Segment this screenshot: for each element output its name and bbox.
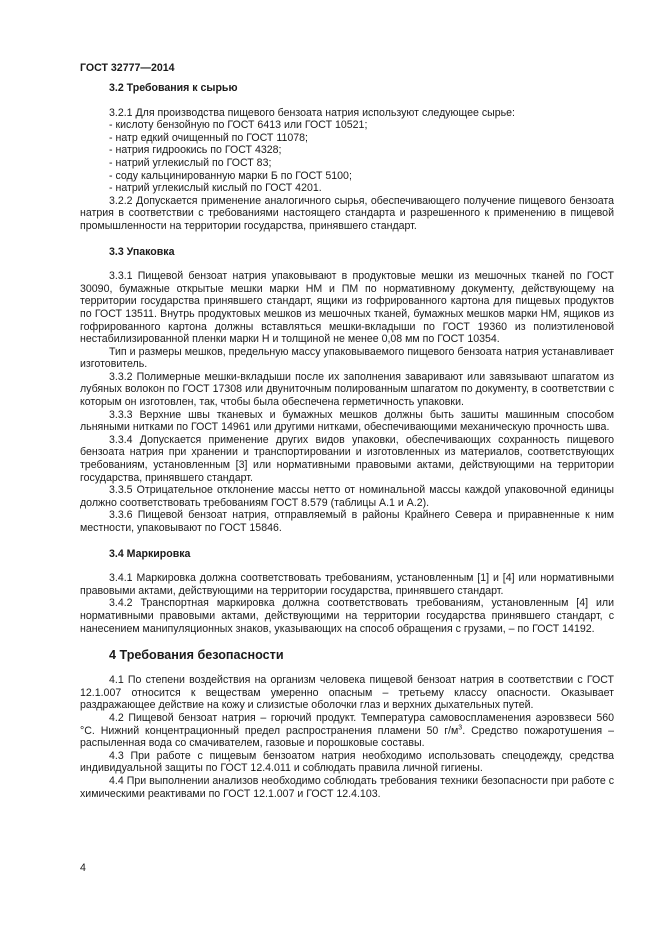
section-3-3-title: 3.3 Упаковка (109, 245, 175, 258)
paragraph-4-3: 4.3 При работе с пищевым бензоатом натрия необходимо использовать спецодежду, средства индивидуальной защиты по ГОСТ 12.4.011 и соблюдать правила личной гигиены. (80, 749, 614, 775)
paragraph-3-2-1: 3.2.1 Для производства пищевого бензоата натрия используют следующее сырье: (109, 106, 515, 119)
section-4-title: 4 Требования безопасности (109, 648, 284, 663)
paragraph-4-2-tail: . Средство пожаротушения – распыленная вода со смачивателем, газовые и порошковые составы. (80, 724, 614, 750)
paragraph-3-3-4: 3.3.4 Допускается применение других видов упаковки, обеспечивающих сохранность пищевого бензоата натрия при хранении и транспортировании и изготовленных из материалов, соответствующих требованиям, установленным [3] или нормативными правовыми актами, действующими на территории государства, принявшего стандарт. (80, 433, 614, 484)
paragraph-3-3-6: 3.3.6 Пищевой бензоат натрия, отправляемый в районы Крайнего Севера и приравненные к ним местности, упаковывают по ГОСТ 15846. (80, 509, 614, 534)
paragraph-3-3-2: 3.3.2 Полимерные мешки-вкладыши после их заполнения заваривают или завязывают шпагатом из лубяных волокон по ГОСТ 17308 или двуниточным полированным шпагатом по документу, в соответствии с которым он изготовлен, так, чтобы была обеспечена герметичность упаковки. (80, 370, 614, 409)
list-item: - натр едкий очищенный по ГОСТ 11078; (109, 131, 308, 144)
list-item: - натрия гидроокись по ГОСТ 4328; (109, 144, 282, 157)
paragraph-3-3-1-type: Тип и размеры мешков, предельную массу упаковываемого пищевого бензоата натрия устанавливает изготовитель. (80, 345, 614, 371)
list-item: - натрий углекислый кислый по ГОСТ 4201. (109, 182, 322, 195)
page-body (80, 82, 614, 800)
paragraph-3-4-1: 3.4.1 Маркировка должна соответствовать требованиям, установленным [1] и [4] или нормативными правовыми актами, действующими на территории государства, принявшего стандарт. (80, 572, 614, 597)
paragraph-4-2 (80, 712, 614, 750)
paragraph-3-3-1: 3.3.1 Пищевой бензоат натрия упаковывают в продуктовые мешки из мешочных тканей по ГОСТ 30090, бумажные открытые мешки марки НМ и ПМ по нормативному документу, действующему на территории государства принявшего стандарт, ящики из гофрированного картона для пищевых продуктов по ГОСТ 13511. Внутрь продуктовых мешков из мешочных тканей, бумажных мешков марки НМ, ящиков из гофрированного картона должны вставляться мешки-вкладыши по ГОСТ 19360 из полиэтиленовой нестабилизированной пленки марки Н и толщиной не менее 0,08 мм по ГОСТ 10354. (80, 270, 614, 346)
page-number: 4 (80, 862, 86, 874)
paragraph-3-4-2: 3.4.2 Транспортная маркировка должна соответствовать требованиям, установленным [4] или нормативными правовыми актами, действующими на территории государства принявшего стандарт, с нанесением манипуляционных знаков, указывающих на способ обращения с грузами, – по ГОСТ 14192. (80, 597, 614, 635)
list-item: - кислоту бензойную по ГОСТ 6413 или ГОСТ 10521; (109, 119, 368, 132)
superscript: 3 (458, 724, 463, 731)
section-3-2-title: 3.2 Требования к сырью (109, 82, 238, 94)
paragraph-4-4: 4.4 При выполнении анализов необходимо соблюдать требования техники безопасности при работе с химическими реактивами по ГОСТ 12.1.007 и ГОСТ 12.4.103. (80, 774, 614, 800)
paragraph-4-2-text: 4.2 Пищевой бензоат натрия – горючий продукт. Температура самовоспламенения аэровзвеси 560 °С. Нижний концентрационный предел распространения пламени 50 г/м (80, 711, 614, 737)
section-3-4-title: 3.4 Маркировка (109, 547, 191, 560)
paragraph-4-1: 4.1 По степени воздействия на организм человека пищевой бензоат натрия в соответствии с ГОСТ 12.1.007 относится к веществам умеренно опасным – третьему классу опасности. Оказывает раздражающее действие на кожу и слизистые оболочки глаз и верхних дыхательных путей. (80, 674, 614, 712)
list-item: - соду кальцинированную марки Б по ГОСТ 5100; (109, 169, 352, 182)
paragraph-3-3-5: 3.3.5 Отрицательное отклонение массы нетто от номинальной массы каждой упаковочной единицы должно соответствовать требованиям ГОСТ 8.579 (таблицы А.1 и А.2). (80, 484, 614, 509)
document-header: ГОСТ 32777—2014 (80, 62, 175, 74)
list-item: - натрий углекислый по ГОСТ 83; (109, 156, 272, 169)
paragraph-3-2-2: 3.2.2 Допускается применение аналогичного сырья, обеспечивающего получение пищевого бензоата натрия в соответствии с требованиями настоящего стандарта и разрешенного к применению в пищевой промышленности на территории государства, принявшего стандарт. (80, 194, 614, 232)
paragraph-3-3-3: 3.3.3 Верхние швы тканевых и бумажных мешков должны быть зашиты машинным способом льняными нитками по ГОСТ 14961 или другими нитками, обеспечивающими механическую прочность шва. (80, 408, 614, 434)
